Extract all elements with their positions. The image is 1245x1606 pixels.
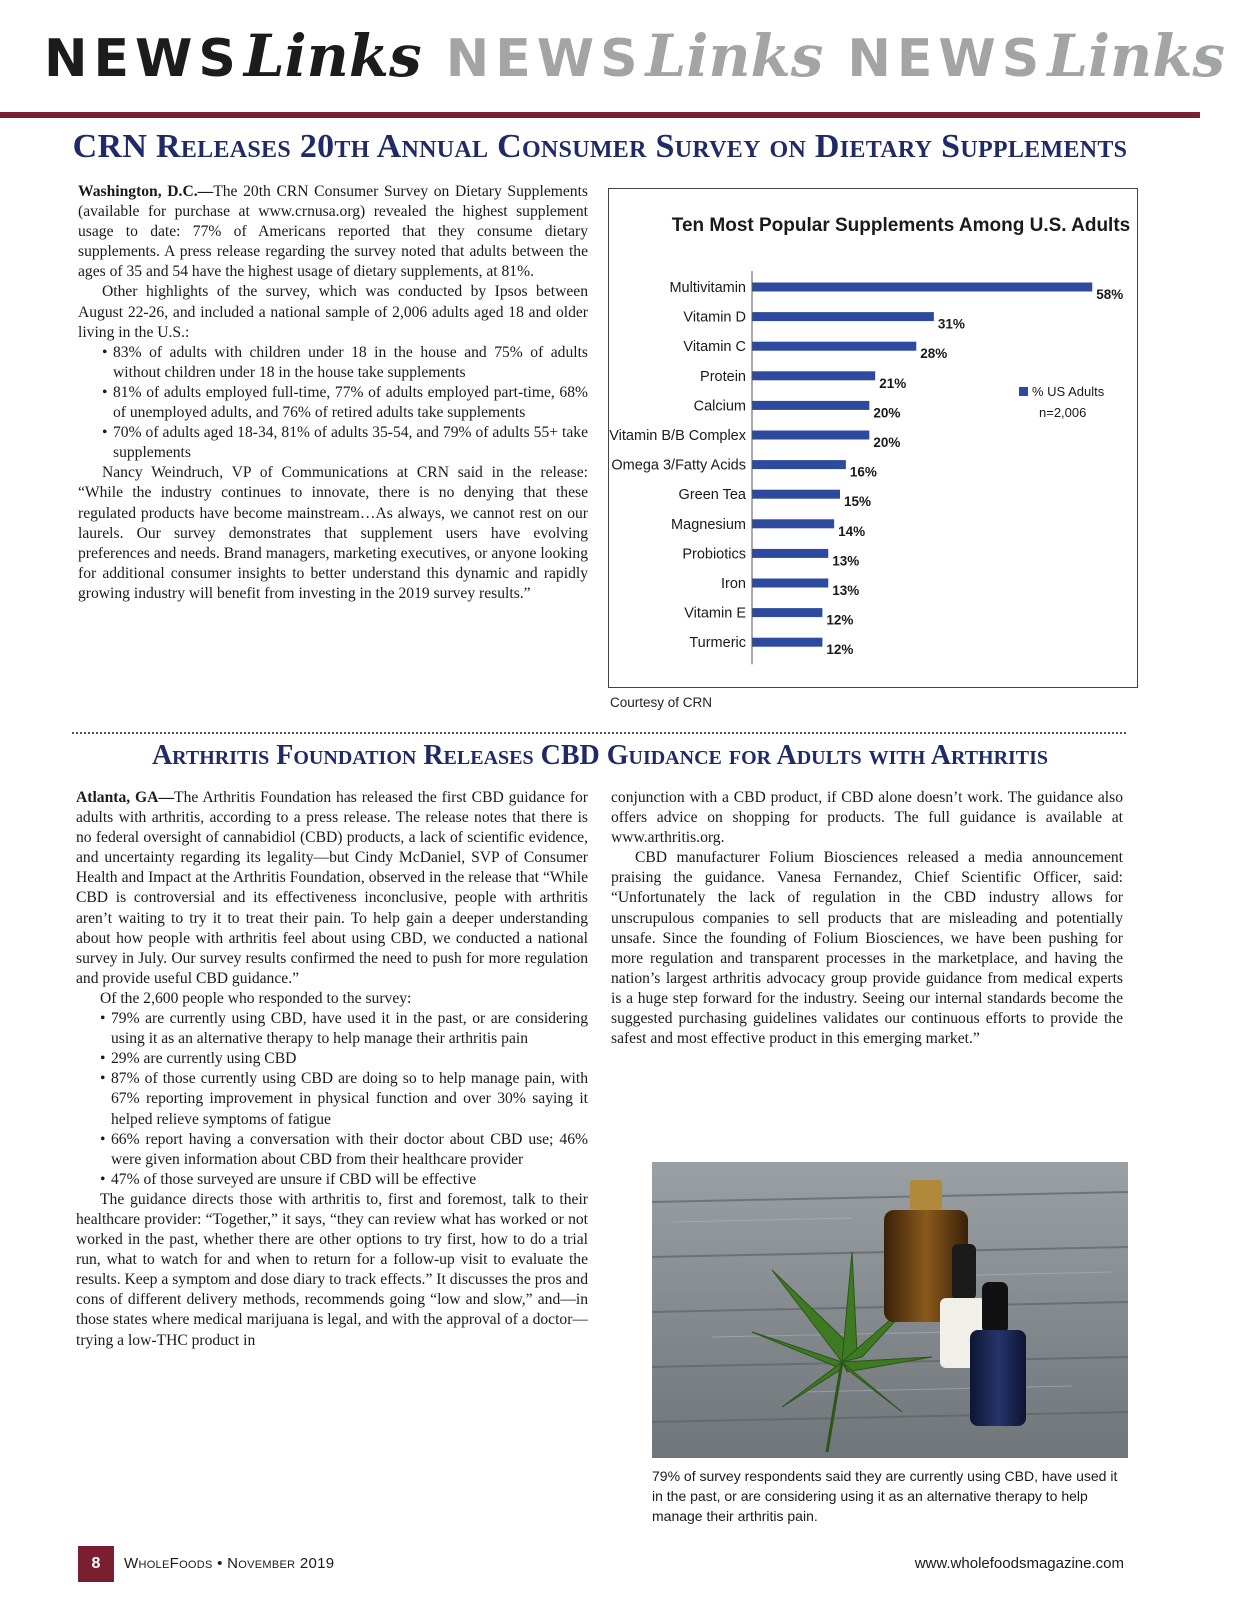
category-label: Calcium — [693, 398, 746, 415]
bar — [752, 519, 834, 528]
bar — [752, 579, 828, 588]
page-footer — [78, 1546, 1124, 1582]
list-item — [76, 1009, 588, 1049]
category-label: Magnesium — [671, 516, 746, 533]
article1-p2: Other highlights of the survey, which was conducted by Ipsos between August 22-26, and included a national sample of 2,006 adults aged 18 and older living in the U.S.: — [78, 283, 588, 341]
masthead-news-word: NEWS — [847, 29, 1046, 89]
article2-headline: Arthritis Foundation Releases CBD Guidance for Adults with Arthritis — [151, 740, 1049, 771]
article2-p3: The guidance directs those with arthritis to, first and foremost, talk to their healthcare provider: “Together,” it says, “they can review what has worked or not worked in the past, whether there are other options to try first, how to do a trial run, what to watch for and when to return for a follow-up visit to evaluate the results. Keep a symptom and dose diary to track effects.” It discusses the pros and cons of different delivery methods, recommends going “low and slow,” and—in those states where medical marijuana is legal, and with the approval of a doctor—trying a low-THC product in — [76, 1190, 588, 1349]
category-label: Omega 3/Fatty Acids — [611, 457, 746, 474]
data-label: 12% — [826, 642, 854, 658]
chart-svg — [609, 189, 1139, 689]
bar — [752, 638, 822, 647]
article2-p4: conjunction with a CBD product, if CBD alone doesn’t work. The guidance also offers advice on shopping for products. The full guidance is available at www.arthritis.org. — [611, 789, 1123, 847]
section-divider — [72, 732, 1126, 734]
bullet-text: 81% of adults employed full-time, 77% of adults employed part-time, 68% of unemployed adults, and 76% of retired adults take supplements — [113, 383, 588, 422]
category-label: Vitamin E — [684, 605, 746, 622]
bar — [752, 401, 869, 410]
category-label: Protein — [700, 368, 746, 385]
data-label: 58% — [1096, 287, 1124, 302]
article2-dateline: Atlanta, GA— — [76, 789, 175, 806]
bullet-icon: • — [100, 1130, 106, 1148]
article1-body — [78, 182, 588, 604]
article1-bullet-list — [78, 343, 588, 464]
bar — [752, 431, 869, 440]
cbd-oil-bottles-image — [652, 1162, 1128, 1458]
cbd-photo — [652, 1162, 1128, 1458]
article2-body-left — [76, 788, 588, 1351]
bullet-text: 87% of those currently using CBD are doing so to help manage pain, with 67% reporting improvement in physical function and over 30% saying it helped relieve symptoms of fatigue — [111, 1070, 588, 1128]
article1-headline: CRN Releases 20th Annual Consumer Survey on Dietary Supplements — [72, 128, 1128, 165]
article1-paragraph — [78, 182, 588, 282]
bullet-icon: • — [100, 1170, 106, 1188]
bar — [752, 549, 828, 558]
bullet-icon: • — [102, 424, 108, 442]
data-label: 28% — [920, 346, 948, 362]
legend-sample-size: n=2,006 — [1039, 405, 1087, 420]
list-item — [78, 343, 588, 383]
list-item — [76, 1130, 588, 1170]
category-label: Vitamin B/B Complex — [609, 428, 746, 444]
data-label: 15% — [844, 494, 872, 510]
bullet-text: 83% of adults with children under 18 in the house and 75% of adults without children under 18 in the house take supplements — [113, 343, 588, 381]
bullet-icon: • — [100, 1050, 106, 1068]
bullet-icon: • — [102, 343, 108, 361]
data-label: 31% — [937, 316, 965, 332]
bar — [752, 608, 822, 617]
legend-series-name: % US Adults — [1032, 384, 1105, 399]
supplements-bar-chart — [608, 188, 1138, 688]
masthead-news-word: NEWS — [445, 29, 644, 89]
bullet-text: 79% are currently using CBD, have used it in the past, or are considering using it as an alternative therapy to help manage their arthritis pain — [111, 1010, 588, 1048]
bullet-text: 70% of adults aged 18-34, 81% of adults 35-54, and 79% of adults 55+ take supplements — [113, 424, 588, 462]
list-item — [76, 1170, 588, 1190]
legend-swatch — [1019, 387, 1028, 396]
article2-body-right — [611, 788, 1123, 1049]
data-label: 13% — [832, 553, 860, 569]
bullet-icon: • — [102, 383, 108, 401]
bullet-text: 47% of those surveyed are unsure if CBD will be effective — [111, 1170, 477, 1188]
masthead-logo-repeat — [446, 22, 824, 90]
bar — [752, 283, 1092, 292]
data-label: 21% — [879, 375, 907, 391]
category-label: Iron — [721, 576, 746, 592]
masthead-links-word: Links — [645, 22, 824, 90]
page-number: 8 — [78, 1546, 114, 1582]
publication-name: WholeFoods • November 2019 — [124, 1555, 335, 1572]
bullet-icon: • — [100, 1010, 106, 1028]
masthead-news-word: NEWS — [44, 29, 242, 89]
list-item — [76, 1049, 588, 1069]
article1-p3: Nancy Weindruch, VP of Communications at CRN said in the release: “While the industry continues to innovate, there is no denying that these regulated products have become mainstream…As always, we cannot rest on our laurels. Our survey demonstrates that supplement users have evolving preferences and needs. Brand managers, marketing executives, or anyone looking for additional consumer insights to better understand this dynamic and rapidly growing industry will benefit from investing in the 2019 survey results.” — [78, 464, 588, 602]
chart-marks — [609, 271, 1123, 664]
chart-credit: Courtesy of CRN — [610, 695, 713, 710]
article2-p1: The Arthritis Foundation has released the first CBD guidance for adults with arthritis, according to a press release. The release notes that there is no federal oversight of cannabidiol (CBD) products, a lack of scientific evidence, and uncertainty regarding its legality—but Cindy McDaniel, SVP of Consumer Health and Impact at the Arthritis Foundation, observed in the release that “While CBD is controversial and its effectiveness inconclusive, people with arthritis aren’t waiting to try it to treat their pain. To help gain a deeper understanding about how people with arthritis feel about using CBD, we conducted a national survey in July. Our survey results confirmed the need to push for more regulation and provide useful CBD guidance.” — [76, 789, 589, 987]
bar — [752, 460, 846, 469]
category-label: Multivitamin — [669, 280, 746, 296]
category-label: Turmeric — [689, 635, 746, 652]
article2-p2: Of the 2,600 people who responded to the survey: — [100, 989, 412, 1007]
data-label: 16% — [849, 464, 877, 480]
chart-legend — [1019, 384, 1105, 420]
bar — [752, 371, 875, 380]
photo-caption: 79% of survey respondents said they are currently using CBD, have used it in the past, or are considering using it as an alternative therapy to help manage their arthritis pain. — [652, 1468, 1118, 1524]
article2-p5: CBD manufacturer Folium Biosciences released a media announcement praising the guidance. Vanesa Fernandez, Chief Scientific Officer, said: “Unfortunately the lack of regulation in the CBD industry allows for unscrupulous companies to sell products that are misleading and potentially unsafe. Since the founding of Folium Biosciences, we have been pushing for more regulation and transparent processes in the marketplace, and having the nation’s largest arthritis advocacy group provide guidance from medical experts is a huge step forward for the industry. Seeing our internal standards become the suggested purchasing guidelines validates our continuous efforts to provide the safest and most effective product in this emerging market.” — [611, 849, 1123, 1048]
data-label: 12% — [826, 612, 854, 628]
list-item — [76, 1069, 588, 1129]
bullet-icon: • — [100, 1070, 106, 1088]
masthead-links-word: Links — [1047, 22, 1226, 90]
bar — [752, 342, 916, 351]
chart-title: Ten Most Popular Supplements Among U.S. Adults — [671, 215, 1131, 236]
article2-bullet-list — [76, 1009, 588, 1190]
masthead — [44, 22, 1226, 100]
category-label: Probiotics — [682, 546, 746, 563]
category-label: Vitamin D — [683, 309, 746, 326]
list-item — [78, 423, 588, 463]
bullet-text: 29% are currently using CBD — [111, 1050, 297, 1068]
article2-paragraph — [76, 788, 588, 989]
category-label: Vitamin C — [683, 339, 746, 356]
category-label: Green Tea — [678, 487, 746, 504]
masthead-logo-repeat — [847, 22, 1225, 90]
bar — [752, 490, 840, 499]
masthead-rule — [0, 112, 1200, 118]
data-label: 14% — [838, 523, 866, 539]
article1-dateline: Washington, D.C.— — [78, 183, 214, 200]
bar — [752, 312, 934, 321]
list-item — [78, 383, 588, 423]
data-label: 13% — [832, 583, 860, 598]
article1-p1: The 20th CRN Consumer Survey on Dietary Supplements (available for purchase at www.crnusa.org) revealed the highest supplement usage to date: 77% of Americans reported that they consume dietary supplements. A press release regarding the survey noted that adults between the ages of 35 and 54 have the highest usage of dietary supplements, at 81%. — [78, 183, 588, 281]
data-label: 20% — [873, 435, 901, 450]
masthead-links-word: Links — [243, 22, 422, 90]
masthead-logo-primary — [44, 22, 422, 90]
bullet-text: 66% report having a conversation with their doctor about CBD use; 46% were given information about CBD from their healthcare provider — [111, 1130, 588, 1168]
data-label: 20% — [873, 405, 901, 421]
website-link[interactable]: www.wholefoodsmagazine.com — [914, 1555, 1124, 1572]
